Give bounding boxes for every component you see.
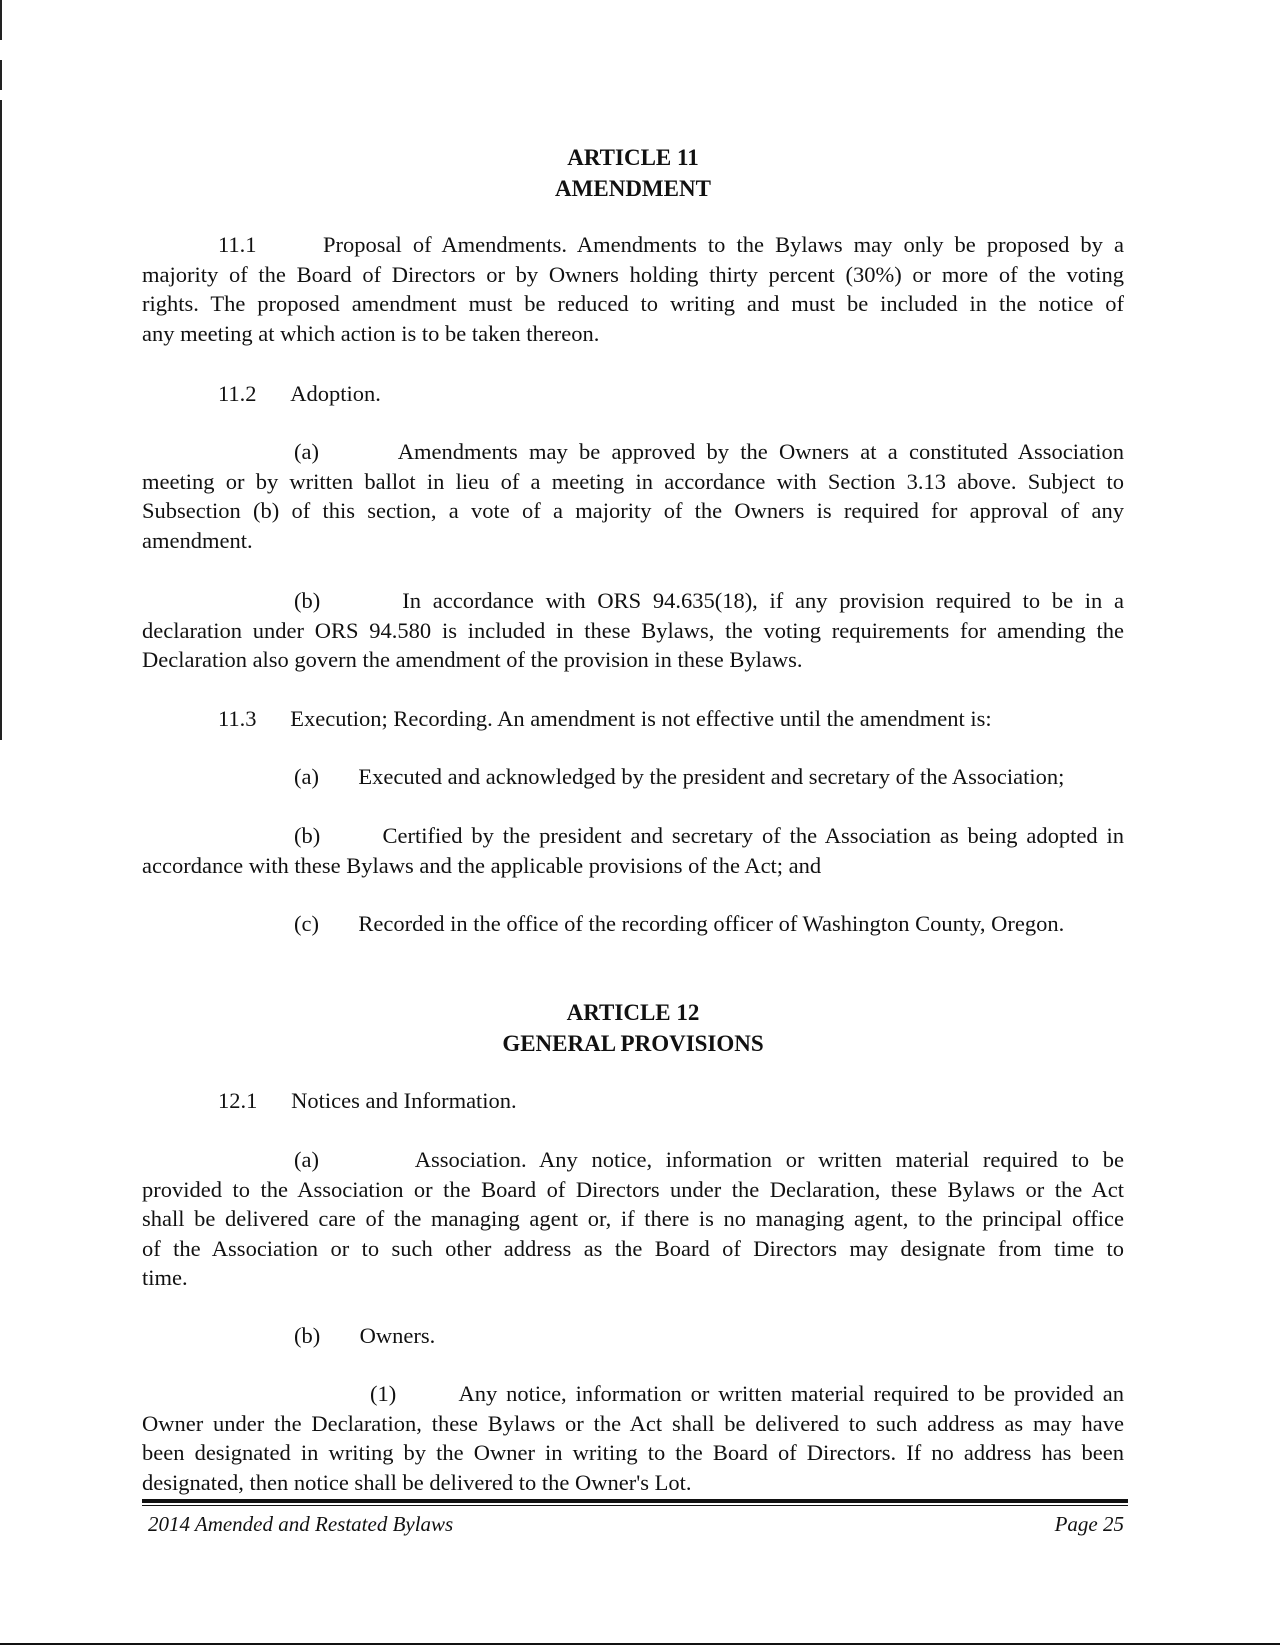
section-11-2-b-line: declaration under ORS 94.580 is included in these Bylaws, the voting requirements for amending the xyxy=(142,617,1124,643)
scan-edge-mark xyxy=(0,0,2,40)
section-12-1-a-line: provided to the Association or the Board of Directors under the Declaration, these Bylaws or the Act xyxy=(142,1176,1124,1202)
scan-edge-mark xyxy=(0,100,2,740)
section-12-1-b-1-line: (1) Any notice, information or written material required to be provided an xyxy=(370,1381,1124,1406)
section-11-2-b-line: Declaration also govern the amendment of the provision in these Bylaws. xyxy=(142,647,803,672)
article-12-heading xyxy=(142,997,1124,1059)
section-11-2-a-line: (a) Amendments may be approved by the Owners at a constituted Association xyxy=(294,439,1124,464)
article-11-title: AMENDMENT xyxy=(555,176,711,201)
section-11-1-line: rights. The proposed amendment must be reduced to writing and must be included in the notice of xyxy=(142,291,1124,316)
section-12-1-b-1-line: designated, then notice shall be delivered to the Owner's Lot. xyxy=(142,1469,692,1495)
scan-edge-mark xyxy=(0,60,2,90)
section-11-1-line: any meeting at which action is to be taken thereon. xyxy=(142,320,600,346)
section-12-1-a-line: of the Association or to such other address as the Board of Directors may designate from time to xyxy=(142,1235,1124,1261)
section-11-2-a-line: Subsection (b) of this section, a vote of a majority of the Owners is required for approval of any xyxy=(142,498,1124,523)
section-11-2-a xyxy=(142,437,1124,555)
section-12-1-a-line: (a) Association. Any notice, information or written material required to be xyxy=(294,1147,1124,1172)
section-11-3-b xyxy=(142,821,1124,880)
footer-document-title: 2014 Amended and Restated Bylaws xyxy=(148,1512,454,1536)
section-12-1-b-heading: (b) Owners. xyxy=(294,1323,436,1348)
footer-page-number: Page 25 xyxy=(1054,1512,1124,1536)
article-11-label: ARTICLE 11 xyxy=(567,145,699,170)
section-11-2-heading: 11.2 Adoption. xyxy=(218,381,381,406)
section-12-1-b-1-line: Owner under the Declaration, these Bylaws or the Act shall be delivered to such address as may have xyxy=(142,1410,1124,1436)
section-11-2-a-line: meeting or by written ballot in lieu of a meeting in accordance with Section 3.13 above. Subject to xyxy=(142,468,1124,494)
section-11-3-a: (a) Executed and acknowledged by the president and secretary of the Association; xyxy=(294,764,1065,789)
footer-rule xyxy=(142,1499,1128,1503)
section-11-1 xyxy=(142,230,1124,348)
section-12-1-a xyxy=(142,1145,1124,1293)
section-11-1-line: 11.1 Proposal of Amendments. Amendments to the Bylaws may only be proposed by a xyxy=(218,232,1124,257)
scan-bottom-edge xyxy=(0,1643,1280,1645)
article-11-heading xyxy=(142,142,1124,204)
section-11-3-c: (c) Recorded in the office of the recording officer of Washington County, Oregon. xyxy=(294,911,1065,936)
footer-rule-thin xyxy=(142,1505,1128,1506)
section-12-1-heading: 12.1 Notices and Information. xyxy=(218,1088,517,1113)
section-11-2-b-line: (b) In accordance with ORS 94.635(18), if any provision required to be in a xyxy=(294,588,1124,613)
section-11-3-b-line: (b) Certified by the president and secretary of the Association as being adopted in xyxy=(294,823,1124,848)
article-12-label: ARTICLE 12 xyxy=(566,1000,700,1025)
section-12-1-a-line: shall be delivered care of the managing agent or, if there is no managing agent, to the principal office xyxy=(142,1206,1124,1231)
section-12-1-b-1 xyxy=(142,1379,1124,1497)
section-11-2-b xyxy=(142,586,1124,675)
section-11-3-heading: 11.3 Execution; Recording. An amendment is not effective until the amendment is: xyxy=(218,706,992,731)
section-12-1-b-1-line: been designated in writing by the Owner in writing to the Board of Directors. If no address has been xyxy=(142,1440,1124,1465)
section-11-1-line: majority of the Board of Directors or by Owners holding thirty percent (30%) or more of the voting xyxy=(142,261,1124,287)
section-11-3-b-line: accordance with these Bylaws and the applicable provisions of the Act; and xyxy=(142,852,822,878)
article-12-title: GENERAL PROVISIONS xyxy=(502,1031,764,1056)
section-11-2-a-line: amendment. xyxy=(142,527,253,553)
section-12-1-a-line: time. xyxy=(142,1265,188,1290)
